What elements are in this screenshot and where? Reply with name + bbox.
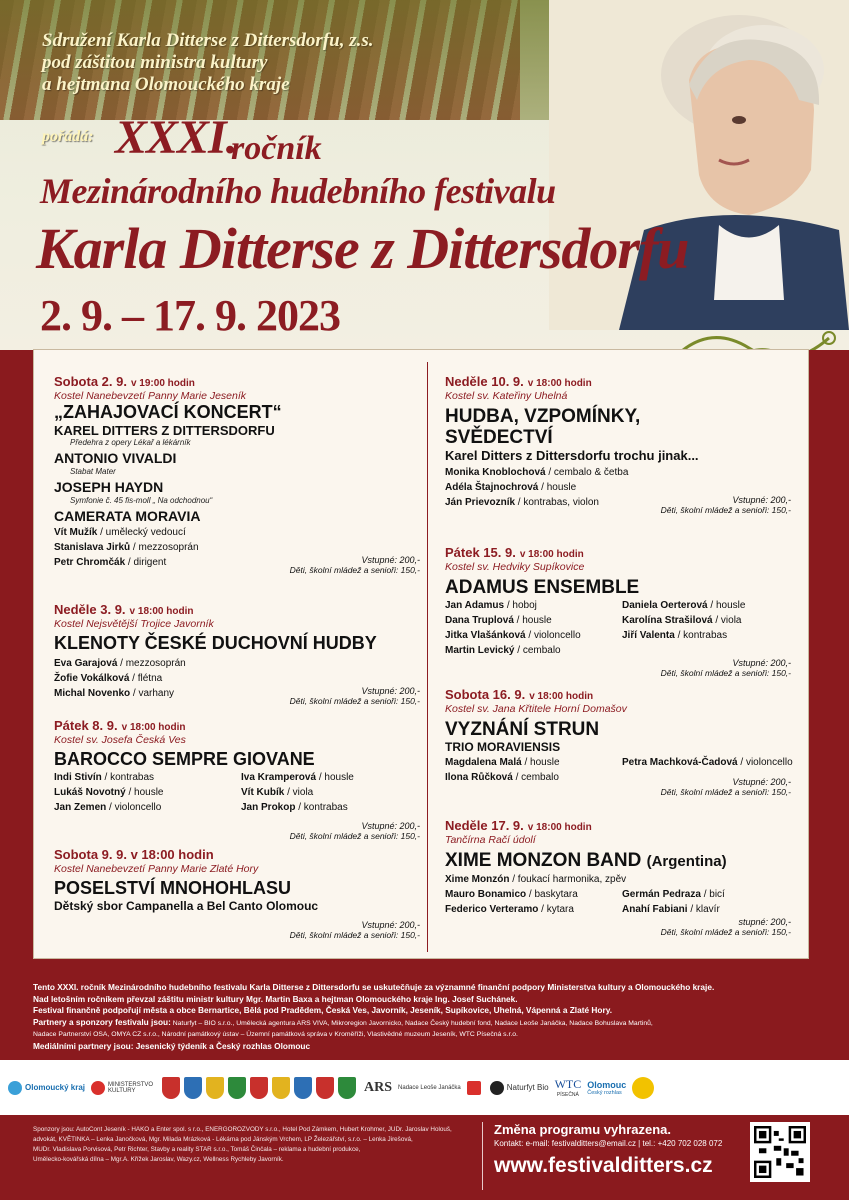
performer-role: / housle	[538, 482, 577, 493]
performer-name: Monika Knoblochová	[445, 467, 546, 478]
info-line: Tento XXXI. ročník Mezinárodního hudebního festivalu Karla Ditterse z Dittersdorfu se uskutečňuje za významné finanční podpory Ministerstva kultury a Olomouckého kraje.	[33, 982, 715, 992]
festival-dates: 2. 9. – 17. 9. 2023	[40, 291, 340, 340]
performer-name: Anahí Fabiani	[622, 904, 688, 915]
organizer-line: a hejtmana Olomouckého kraje	[42, 74, 290, 95]
price-full: Vstupné: 200,-	[732, 777, 791, 787]
event-title: HUDBA, VZPOMÍNKY,	[445, 406, 641, 427]
performer-price-row	[54, 555, 424, 575]
logo-text: MINISTERSTVO KULTURY	[108, 1081, 154, 1094]
event-3-9	[54, 602, 424, 706]
performer-role: / varhany	[130, 688, 175, 699]
performer	[445, 872, 795, 887]
performer-role: / flétna	[129, 673, 163, 684]
performer-name: Daniela Oerterová	[622, 600, 708, 611]
time-text: v 18:00 hodin	[527, 378, 592, 389]
performer-role: / bicí	[700, 889, 725, 900]
event-subtitle: Karel Ditters z Dittersdorfu trochu jinak...	[445, 448, 699, 463]
contact-block	[494, 1122, 722, 1178]
price-reduced: Děti, školní mládež a senioři: 150,-	[289, 696, 420, 706]
performer-name: Michal Novenko	[54, 688, 131, 699]
performer	[622, 902, 795, 917]
performer-role: / viola	[284, 787, 314, 798]
info-line: Nad letošním ročníkem převzal záštitu ministr kultury Mgr. Martin Baxa a hejtman Olomouckého kraje Ing. Josef Suchánek.	[33, 993, 518, 1004]
event-date	[445, 687, 795, 702]
event-17-9	[445, 818, 795, 937]
performer-role: / housle	[125, 787, 164, 798]
event-venue: Kostel sv. Josefa Česká Ves	[54, 734, 186, 746]
performer-role: / violoncello	[737, 757, 793, 768]
performer	[241, 770, 424, 785]
performer	[445, 902, 618, 917]
ars-viva-logo	[364, 1070, 392, 1106]
naturfyt-icon	[490, 1081, 504, 1095]
work-title: Stabat Mater	[70, 467, 116, 476]
performer-role: / dirigent	[125, 557, 167, 568]
price-full: Vstupné: 200,-	[361, 686, 420, 696]
sponsors-list	[33, 1125, 473, 1165]
logo-text: WTC	[554, 1077, 582, 1091]
logo-text: Olomouc	[587, 1079, 627, 1090]
performer-role: / violoncello	[106, 802, 162, 813]
performer	[241, 785, 424, 800]
ticket-price	[445, 917, 795, 937]
performer-name: Vít Kubík	[241, 787, 285, 798]
performer-name: Petr Chromčák	[54, 557, 126, 568]
performer-name: Stanislava Jirků	[54, 542, 131, 553]
performer	[622, 887, 795, 902]
time-text: v 18:00 hodin	[121, 722, 186, 733]
organizer-text	[42, 30, 374, 96]
naturfyt-logo	[490, 1070, 549, 1106]
event-16-9	[445, 687, 795, 797]
performer-role: / viola	[712, 615, 742, 626]
performer	[241, 800, 424, 815]
performer-role: / kontrabas, violon	[515, 497, 599, 508]
jt-logo	[632, 1070, 657, 1106]
performer	[445, 598, 618, 613]
performer	[445, 628, 618, 643]
price-reduced: Děti, školní mládež a senioři: 150,-	[660, 505, 791, 515]
performer-name: Jan Adamus	[445, 600, 505, 611]
sponsors-line: Sponzory jsou: AutoCont Jeseník - HAKO a Enter spol. s r.o., ENERGOROZVODY s.r.o., Hotel Pod Zámkem, Hubert Krohmer, JUDr. Jaroslav Holouš,	[33, 1126, 452, 1133]
performer	[445, 465, 795, 480]
price-full: Vstupné: 200,-	[361, 821, 420, 831]
qr-code-icon[interactable]	[750, 1122, 810, 1182]
event-date	[445, 374, 795, 389]
performer-grid	[445, 887, 795, 917]
performer-role: / violoncello	[525, 630, 581, 641]
price-full: Vstupné: 200,-	[732, 495, 791, 505]
festival-info	[33, 982, 813, 1052]
performer-name: Indi Stivín	[54, 772, 102, 783]
logo-text: ARS	[364, 1079, 393, 1095]
partners-list: Naturfyt – BIO s.r.o., Umělecká agentura ARS VIVA, Mikroregion Javornicko, Nadace Český hudební fond, Nadace Leoše Janáčka, Nadace Bohuslava Martinů,	[170, 1019, 653, 1027]
performer-role: / kontrabas	[295, 802, 348, 813]
performer-name: Ján Prievozník	[445, 497, 516, 508]
time-text: v 18:00 hodin	[527, 822, 592, 833]
performer-name: Petra Machková-Čadová	[622, 757, 738, 768]
event-10-9	[445, 374, 795, 515]
performer	[445, 755, 618, 770]
date-text: Neděle 3. 9.	[54, 602, 126, 617]
performer	[54, 656, 424, 671]
event-date	[54, 718, 424, 733]
sponsors-line: Umělecko-kovářská dílna – Mgr.A. Křížek Jaroslav, Wazy.cz, Wellness Rychleby Javorník.	[33, 1156, 284, 1163]
info-line	[33, 1017, 813, 1030]
price-full: Vstupné: 200,-	[361, 555, 420, 565]
partners-label: Partnery a sponzory festivalu jsou:	[33, 1016, 171, 1027]
performer	[54, 540, 424, 555]
performer-name: Mauro Bonamico	[445, 889, 527, 900]
performer-name: Jan Prokop	[241, 802, 296, 813]
performer-role: / umělecký vedoucí	[97, 527, 186, 538]
crest-icon	[206, 1077, 224, 1099]
event-date	[54, 602, 424, 617]
logo-subtext: PÍSEČNÁ	[556, 1092, 579, 1098]
price-reduced: Děti, školní mládež a senioři: 150,-	[289, 930, 420, 940]
work-title: Symfonie č. 45 fis-moll „ Na odchodnou“	[70, 496, 213, 505]
performer-role: / foukací harmonika, zpěv	[509, 874, 627, 885]
crest-icon	[162, 1077, 180, 1099]
event-date	[54, 374, 424, 389]
price-reduced: Děti, školní mládež a senioři: 150,-	[660, 668, 791, 678]
npu-icon	[467, 1081, 481, 1095]
event-title: BAROCCO SEMPRE GIOVANE	[54, 749, 315, 769]
organizer-line: pod záštitou ministra kultury	[42, 52, 268, 73]
event-title	[445, 850, 795, 872]
event-date	[445, 818, 795, 833]
performer-role: / baskytara	[526, 889, 578, 900]
crest-icon	[184, 1077, 202, 1099]
municipal-crests	[160, 1070, 358, 1106]
crest-icon	[294, 1077, 312, 1099]
performer	[445, 613, 618, 628]
event-9-9	[54, 847, 424, 940]
performer-role: / kontrabas	[674, 630, 728, 641]
date-text: Sobota 2. 9.	[54, 374, 127, 389]
event-venue: Kostel sv. Kateřiny Uhelná	[445, 390, 568, 402]
time-text: v 18:00 hodin	[129, 606, 194, 617]
event-venue: Kostel sv. Hedviky Supíkovice	[445, 561, 585, 573]
performer	[54, 770, 237, 785]
date-text: Pátek 8. 9.	[54, 718, 118, 733]
performer-role: / housle	[707, 600, 746, 611]
performer-name: Lukáš Novotný	[54, 787, 126, 798]
time-text: v 19:00 hodin	[130, 378, 195, 389]
event-subtitle: Dětský sbor Campanella a Bel Canto Olomouc	[54, 899, 319, 913]
performer-role: / kontrabas	[101, 772, 155, 783]
performer	[54, 671, 424, 686]
event-venue: Kostel sv. Jana Křtitele Horní Domašov	[445, 703, 627, 715]
event-venue: Kostel Nanebevzetí Panny Marie Zlaté Hory	[54, 863, 259, 875]
event-title: ADAMUS ENSEMBLE	[445, 577, 640, 598]
festival-title-line2: Karla Ditterse z Dittersdorfu	[36, 216, 689, 281]
sponsors-line: MUDr. Vladislava Porvisová, Petr Richter, Stavby a reality STAR s.r.o., Tomáš Činčala – reklama a hudební produkce,	[33, 1146, 361, 1153]
event-title: VYZNÁNÍ STRUN	[445, 719, 600, 740]
ticket-price	[290, 555, 424, 575]
date-text: Pátek 15. 9.	[445, 545, 516, 560]
composer-name: KAREL DITTERS Z DITTERSDORFU	[54, 423, 275, 438]
logo-text: Naturfyt Bio	[506, 1083, 549, 1092]
performer-role: / mezzosoprán	[130, 542, 199, 553]
performer-grid	[54, 770, 424, 815]
performer-role: / cembalo	[514, 645, 561, 656]
cro-olomouc-logo	[587, 1070, 626, 1106]
event-15-9	[445, 545, 795, 678]
porada-label: pořádá:	[42, 128, 94, 145]
crest-icon	[338, 1077, 356, 1099]
time-text: v 18:00 hodin	[529, 691, 594, 702]
crest-icon	[228, 1077, 246, 1099]
ticket-price	[54, 821, 424, 841]
info-line: Nadace Partnerství OSA, OMYA CZ s.r.o., Národní památkový ústav – Územní památková správa v Kroměříži, Vlastivědné muzeum Jeseník, WTC Písečná s.r.o.	[33, 1031, 518, 1038]
date-text: Sobota 16. 9.	[445, 687, 526, 702]
qr-graphic	[754, 1126, 806, 1178]
performer-name: Adéla Štajnochrová	[445, 482, 539, 493]
npu-logo	[467, 1070, 484, 1106]
crest-icon	[316, 1077, 334, 1099]
performer-role: / mezzosoprán	[117, 658, 186, 669]
performer-name: Germán Pedraza	[622, 889, 701, 900]
event-title: POSELSTVÍ MNOHOHLASU	[54, 878, 292, 898]
leos-janacek-logo	[398, 1070, 461, 1106]
ensemble-name: CAMERATA MORAVIA	[54, 508, 201, 524]
event-venue: Tančírna Račí údolí	[445, 834, 536, 846]
price-reduced: Děti, školní mládež a senioři: 150,-	[660, 927, 791, 937]
event-title-text: XIME MONZON BAND	[445, 850, 642, 871]
ensemble-name: TRIO MORAVIENSIS	[445, 740, 561, 754]
performer-role: / hoboj	[504, 600, 537, 611]
crest-icon	[272, 1077, 290, 1099]
work-title: Předehra z opery Lékař a lékárník	[70, 438, 191, 447]
date-text: Neděle 17. 9.	[445, 818, 524, 833]
performer	[54, 525, 424, 540]
event-date: Sobota 9. 9. v 18:00 hodin	[54, 847, 214, 862]
performer-role: / housle	[521, 757, 560, 768]
performer-name: Martin Levický	[445, 645, 515, 656]
wtc-logo	[555, 1070, 582, 1106]
event-venue: Kostel Nejsvětější Trojice Javorník	[54, 618, 214, 630]
performer	[622, 613, 795, 628]
contact-line[interactable]: Kontakt: e-mail: festivalditters@email.cz | tel.: +420 702 028 072	[494, 1139, 723, 1148]
performer	[54, 785, 237, 800]
performer-name: Žofie Vokálková	[54, 673, 130, 684]
event-title: „ZAHAJOVACÍ KONCERT“	[54, 402, 282, 422]
performer-name: Karolína Strašilová	[622, 615, 713, 626]
price-full: Vstupné: 200,-	[732, 658, 791, 668]
event-date	[445, 545, 795, 560]
time-text: v 18:00 hodin	[519, 549, 584, 560]
partner-logos	[0, 1060, 849, 1115]
event-venue: Kostel Nanebevzetí Panny Marie Jeseník	[54, 390, 247, 402]
program-panel	[33, 349, 809, 959]
price-reduced: Děti, školní mládež a senioři: 150,-	[660, 787, 791, 797]
ticket-price	[54, 920, 424, 940]
performer	[445, 480, 795, 495]
edition-number: XXXI.	[115, 111, 237, 164]
performer	[622, 628, 795, 643]
performer-role: / cembalo & četba	[545, 467, 629, 478]
sponsors-line: advokát, KVĚTINKA – Lenka Janočková, Mgr. Milada Mrázková - Lékárna pod Jánským Vrchem, LP Železářství, s.r.o. – Lenka Jirešová,	[33, 1136, 413, 1143]
logo-subtext: Český rozhlas	[587, 1089, 622, 1096]
column-divider	[427, 362, 428, 952]
performer	[54, 555, 166, 570]
performer	[445, 495, 599, 510]
price-full: stupné: 200,-	[738, 917, 791, 927]
ministry-icon	[91, 1081, 105, 1095]
performer-name: Iva Kramperová	[241, 772, 317, 783]
ticket-price	[445, 658, 795, 678]
performer	[622, 598, 795, 613]
performer-role: / klavír	[687, 904, 720, 915]
kraj-icon	[8, 1081, 22, 1095]
logo-text: Nadace Leoše Janáčka	[398, 1084, 461, 1091]
performer-price-row	[445, 495, 795, 515]
date-text: Neděle 10. 9.	[445, 374, 524, 389]
swirl-ornament-icon	[669, 318, 849, 350]
event-2-9	[54, 374, 424, 575]
event-title: SVĚDECTVÍ	[445, 427, 553, 448]
logo-text: Olomoucký kraj	[25, 1083, 86, 1092]
jt-icon	[632, 1077, 654, 1099]
performer-name: Jiří Valenta	[622, 630, 675, 641]
event-title-country: (Argentina)	[646, 853, 727, 870]
event-8-9	[54, 718, 424, 841]
edition-word: ročník	[231, 130, 322, 167]
performer-price-row	[54, 686, 424, 706]
performer	[54, 800, 237, 815]
performer-name: Eva Garajová	[54, 658, 118, 669]
event-title: KLENOTY ČESKÉ DUCHOVNÍ HUDBY	[54, 633, 377, 653]
olomoucky-kraj-logo	[8, 1070, 85, 1106]
performer-role: / housle	[513, 615, 552, 626]
performer-name: Ilona Růčková	[445, 772, 513, 783]
performer-name: Vít Mužík	[54, 527, 98, 538]
ministry-culture-logo	[91, 1070, 154, 1106]
performer	[445, 643, 618, 658]
performer	[445, 770, 618, 785]
performer-name: Federico Verteramo	[445, 904, 539, 915]
organizer-line: Sdružení Karla Ditterse z Dittersdorfu, z.s.	[42, 30, 374, 51]
header-banner	[0, 0, 849, 350]
crest-icon	[250, 1077, 268, 1099]
composer-name: JOSEPH HAYDN	[54, 479, 164, 495]
performer-name: Xime Monzón	[445, 874, 510, 885]
price-full: Vstupné: 200,-	[361, 920, 420, 930]
website-link[interactable]: www.festivalditters.cz	[494, 1154, 713, 1177]
composer-name: ANTONIO VIVALDI	[54, 450, 177, 466]
performer-role: / housle	[316, 772, 354, 783]
performer-name: Magdalena Malá	[445, 757, 522, 768]
ticket-price	[661, 495, 795, 515]
performer	[54, 686, 174, 701]
price-reduced: Děti, školní mládež a senioři: 150,-	[289, 565, 420, 575]
performer-name: Jitka Vlašánková	[445, 630, 526, 641]
performer-role: / cembalo	[512, 772, 559, 783]
performer-name: Dana Truplová	[445, 615, 514, 626]
festival-title-line1: Mezinárodního hudebního festivalu	[40, 171, 556, 211]
performer-role: / kytara	[538, 904, 574, 915]
program-change-notice: Změna programu vyhrazena.	[494, 1122, 671, 1137]
ticket-price	[290, 686, 424, 706]
footer-divider	[482, 1122, 483, 1190]
performer	[622, 755, 795, 770]
performer-name: Jan Zemen	[54, 802, 107, 813]
info-line: Festival finančně podpořují města a obce Bernartice, Bělá pod Pradědem, Česká Ves, Javorník, Jeseník, Supíkovice, Uhelná, Vápenná a Zlaté Hory.	[33, 1005, 612, 1015]
info-line: Mediálními partnery jsou: Jesenický týdeník a Český rozhlas Olomouc	[33, 1040, 311, 1051]
price-reduced: Děti, školní mládež a senioři: 150,-	[289, 831, 420, 841]
performer-grid	[445, 598, 795, 658]
performer	[445, 887, 618, 902]
